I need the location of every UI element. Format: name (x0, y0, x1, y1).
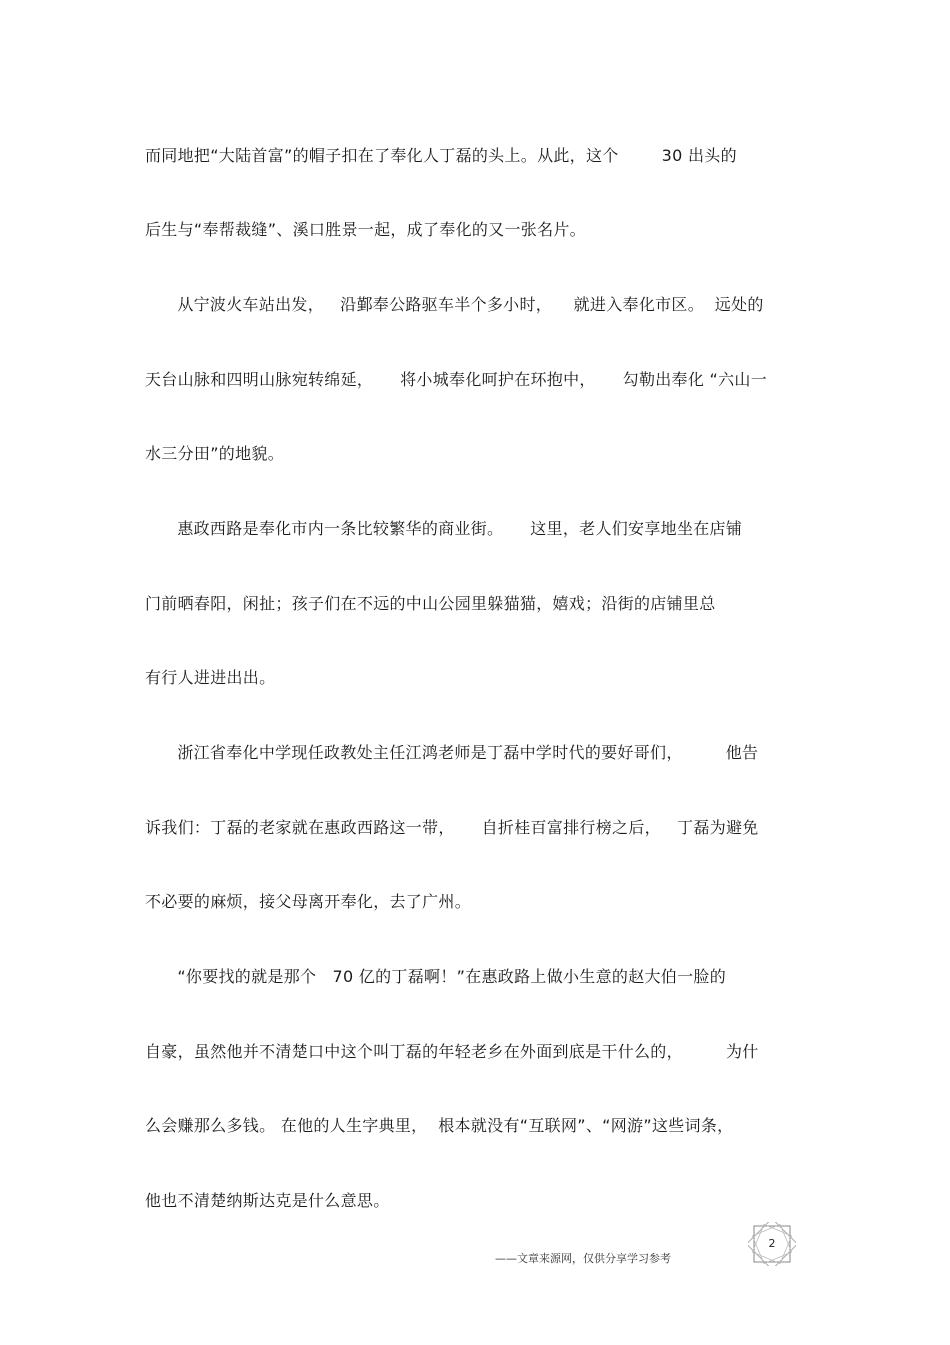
text-line-15: 他也不清楚纳斯达克是什么意思。 (145, 1191, 390, 1210)
text-line-11: 不必要的麻烦，接父母离开奉化，去了广州。 (145, 892, 472, 911)
source-note: ——文章来源网，仅供分享学习参考 (495, 1252, 671, 1265)
text-line-10: 诉我们：丁磊的老家就在惠政西路这一带， 自折桂百富排行榜之后， 丁磊为避免 (145, 818, 759, 837)
text-line-4: 天台山脉和四明山脉宛转绵延， 将小城奉化呵护在环抱中， 勾勒出奉化 “六山一 (145, 370, 768, 389)
page-number-badge (748, 1222, 796, 1266)
text-line-1: 而同地把“大陆首富”的帽子扣在了奉化人丁磊的头上。从此，这个 30 出头的 (145, 146, 737, 165)
page-number: 2 (768, 1237, 776, 1250)
text-line-2: 后生与“奉帮裁缝”、溪口胜景一起，成了奉化的又一张名片。 (145, 220, 586, 239)
text-line-8: 有行人进进出出。 (145, 668, 276, 687)
text-line-6: 惠政西路是奉化市内一条比较繁华的商业街。 这里，老人们安享地坐在店铺 (145, 519, 743, 538)
text-line-9: 浙江省奉化中学现任政教处主任江鸿老师是丁磊中学时代的要好哥们， 他告 (145, 743, 759, 762)
text-line-12: “你要找的就是那个 70 亿的丁磊啊！”在惠政路上做小生意的赵大伯一脸的 (145, 967, 726, 986)
text-line-7: 门前晒春阳，闲扯；孩子们在不远的中山公园里躲猫猫，嬉戏；沿街的店铺里总 (145, 594, 716, 613)
text-line-5: 水三分田”的地貌。 (145, 444, 284, 463)
text-line-14: 么会赚那么多钱。 在他的人生字典里， 根本就没有“互联网”、“网游”这些词条， (145, 1116, 734, 1135)
text-line-13: 自豪，虽然他并不清楚口中这个叫丁磊的年轻老乡在外面到底是干什么的， 为什 (145, 1042, 759, 1061)
text-line-3: 从宁波火车站出发， 沿鄞奉公路驱车半个多小时， 就进入奉化市区。 远处的 (145, 295, 764, 314)
